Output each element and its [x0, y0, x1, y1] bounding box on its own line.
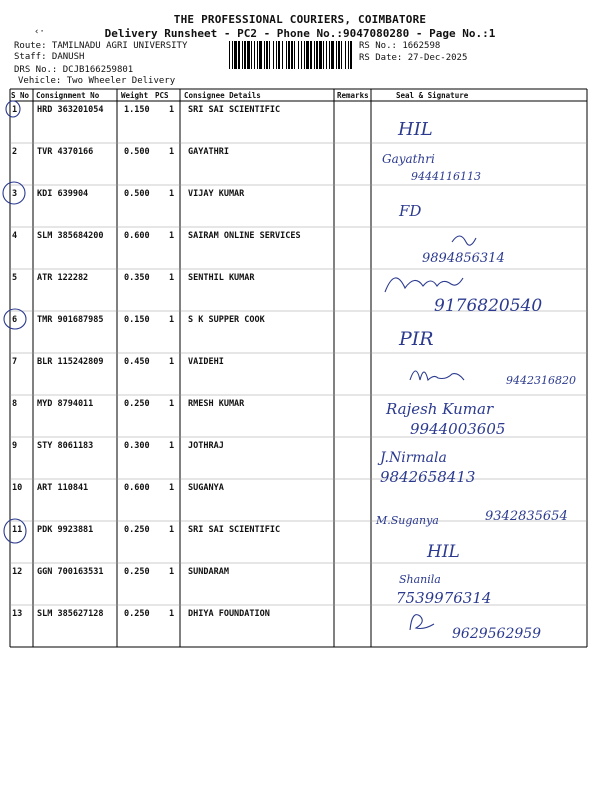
signature-row1: HIL: [398, 119, 433, 140]
cell-consignment: BLR 115242809: [37, 357, 104, 367]
cell-pcs: 1: [169, 315, 175, 325]
cell-pcs: 1: [169, 441, 175, 451]
drs-number: DRS No.: DCJB166259801: [14, 65, 134, 75]
cell-consignee: RMESH KUMAR: [188, 399, 245, 409]
cell-sno: 10: [12, 483, 23, 493]
cell-pcs: 1: [169, 567, 175, 577]
phone-row8: 9944003605: [410, 420, 506, 438]
circle-mark-row6: [4, 309, 26, 329]
cell-sno: 13: [12, 609, 23, 619]
signature-row8: Rajesh Kumar: [386, 400, 494, 418]
cell-consignment: TMR 901687985: [37, 315, 104, 325]
cell-consignment: ART 110841: [37, 483, 89, 493]
cell-consignment: TVR 4370166: [37, 147, 94, 157]
col-header-pcs: PCS: [155, 91, 169, 100]
circle-mark-row1: [6, 101, 20, 117]
cell-consignee: JOTHRAJ: [188, 441, 224, 451]
phone-row12: 7539976314: [396, 589, 492, 607]
cell-pcs: 1: [169, 399, 175, 409]
cell-consignee: VAIDEHI: [188, 357, 224, 367]
cell-weight: 0.150: [124, 315, 150, 325]
cell-pcs: 1: [169, 483, 175, 493]
runsheet-subtitle: Delivery Runsheet - PC2 - Phone No.:9047080280 - Page No.:1: [104, 27, 496, 40]
cell-pcs: 1: [169, 273, 175, 283]
cell-pcs: 1: [169, 357, 175, 367]
signature-row2: Gayathri: [382, 152, 435, 166]
cell-consignment: PDK 9923881: [37, 525, 94, 535]
signature-scribble-row13: [410, 615, 434, 630]
signature-row3: FD: [399, 202, 422, 220]
cell-pcs: 1: [169, 231, 175, 241]
cell-weight: 0.250: [124, 399, 150, 409]
cell-consignment: STY 8061183: [37, 441, 94, 451]
phone-row5: 9176820540: [434, 296, 543, 316]
cell-consignee: SENTHIL KUMAR: [188, 273, 255, 283]
cell-weight: 0.350: [124, 273, 150, 283]
cell-sno: 3: [12, 189, 18, 199]
cell-consignee: VIJAY KUMAR: [188, 189, 245, 199]
cell-weight: 0.250: [124, 609, 150, 619]
signature-scribble-row7: [410, 371, 464, 380]
cell-sno: 12: [12, 567, 23, 577]
cell-sno: 5: [12, 273, 18, 283]
cell-consignment: MYD 8794011: [37, 399, 94, 409]
cell-consignee: SAIRAM ONLINE SERVICES: [188, 231, 301, 241]
cell-pcs: 1: [169, 105, 175, 115]
cell-consignment: ATR 122282: [37, 273, 89, 283]
signature-row9: J.Nirmala: [380, 450, 447, 466]
col-header-seal: Seal & Signature: [396, 91, 469, 100]
cell-consignee: S K SUPPER COOK: [188, 315, 265, 325]
cell-weight: 0.500: [124, 147, 150, 157]
col-header-consignee: Consignee Details: [184, 91, 261, 100]
cell-sno: 6: [12, 315, 18, 325]
cell-pcs: 1: [169, 189, 175, 199]
cell-consignment: GGN 700163531: [37, 567, 104, 577]
cell-sno: 4: [12, 231, 18, 241]
signature-row6: PIR: [399, 328, 434, 350]
phone-row7: 9442316820: [506, 374, 576, 387]
circle-mark-row3: [3, 182, 25, 204]
route-label: Route: TAMILNADU AGRI UNIVERSITY: [14, 41, 188, 51]
circle-mark-row11: [4, 519, 26, 543]
phone-row4: 9894856314: [422, 251, 505, 266]
cell-pcs: 1: [169, 147, 175, 157]
cell-weight: 0.250: [124, 567, 150, 577]
cell-pcs: 1: [169, 609, 175, 619]
cell-weight: 1.150: [124, 105, 150, 115]
cell-weight: 0.450: [124, 357, 150, 367]
col-header-sno: S No: [11, 91, 30, 100]
cell-pcs: 1: [169, 525, 175, 535]
col-header-remarks: Remarks: [337, 91, 369, 100]
phone-row13: 9629562959: [452, 626, 542, 642]
col-header-consignment: Consignment No: [36, 91, 100, 100]
cell-consignment: HRD 363201054: [37, 105, 104, 115]
cell-weight: 0.500: [124, 189, 150, 199]
cell-sno: 8: [12, 399, 18, 409]
cell-weight: 0.300: [124, 441, 150, 451]
signature-row11: HIL: [427, 542, 460, 562]
cell-consignment: SLM 385684200: [37, 231, 104, 241]
staff-label: Staff: DANUSH: [14, 52, 85, 62]
rs-number: RS No.: 1662598: [359, 41, 441, 51]
cell-consignment: SLM 385627128: [37, 609, 104, 619]
cell-weight: 0.600: [124, 231, 150, 241]
signature-row12: Shanila: [399, 573, 441, 586]
cell-sno: 1: [12, 105, 18, 115]
phone-row10: 9342835654: [485, 509, 568, 524]
vehicle-label: Vehicle: Two Wheeler Delivery: [18, 76, 176, 86]
cell-sno: 7: [12, 357, 18, 367]
cell-consignee: SRI SAI SCIENTIFIC: [188, 525, 281, 535]
signature-scribble-row4: [452, 236, 476, 245]
cell-weight: 0.250: [124, 525, 150, 535]
col-header-weight: Weight: [121, 91, 149, 100]
cell-sno: 2: [12, 147, 18, 157]
margin-mark: ‹·: [34, 27, 45, 37]
cell-sno: 9: [12, 441, 18, 451]
cell-consignment: KDI 639904: [37, 189, 89, 199]
cell-consignee: GAYATHRI: [188, 147, 229, 157]
cell-sno: 11: [12, 525, 23, 535]
cell-consignee: SUNDARAM: [188, 567, 229, 577]
phone-row2: 9444116113: [411, 170, 481, 183]
phone-row9: 9842658413: [380, 468, 476, 486]
signature-row10: M.Suganya: [376, 514, 439, 527]
cell-consignee: DHIYA FOUNDATION: [188, 609, 270, 619]
company-title: THE PROFESSIONAL COURIERS, COIMBATORE: [173, 13, 427, 26]
cell-consignee: SRI SAI SCIENTIFIC: [188, 105, 281, 115]
cell-weight: 0.600: [124, 483, 150, 493]
cell-consignee: SUGANYA: [188, 483, 224, 493]
rs-date: RS Date: 27-Dec-2025: [359, 53, 468, 63]
signature-scribble-row5: [385, 278, 463, 292]
